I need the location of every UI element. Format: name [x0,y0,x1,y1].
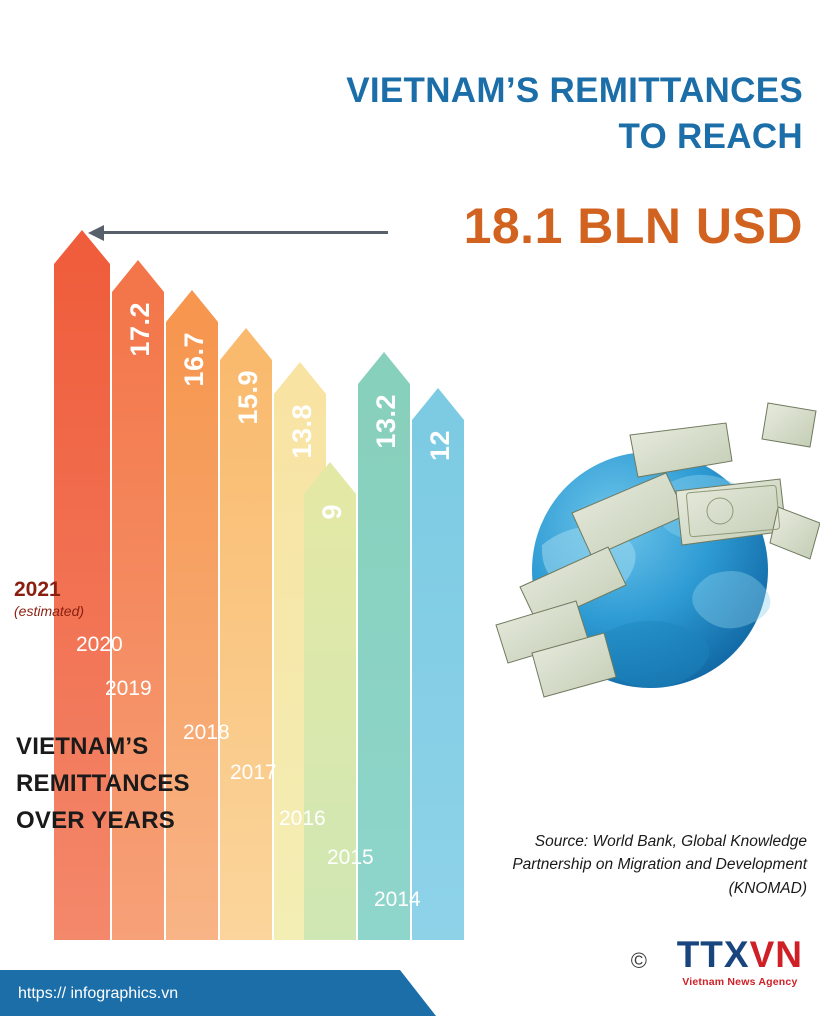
bar-tip [274,362,326,394]
year-label-2020: 2020 [76,633,123,656]
bar-value-2014: 12 [425,430,455,462]
bar-tip [166,290,218,322]
bar-stem [412,420,464,940]
bar-stem [220,360,272,940]
year-label-2018: 2018 [183,721,230,744]
bar-tip [54,230,110,264]
headline-line-1: VIETNAM’S REMITTANCES [346,71,803,110]
year-label-2014: 2014 [374,888,421,911]
bar-tip [358,352,410,384]
bar-stem [112,292,164,940]
chart-caption-line-1: VIETNAM’S [16,733,149,760]
year-label-2019: 2019 [105,677,152,700]
chart-caption-line-2: REMITTANCES [16,770,190,798]
year-label-2017: 2017 [230,761,277,784]
chart-caption-line-3: OVER YEARS [16,807,175,835]
headline-line-2: TO REACH [618,117,803,157]
copyright-icon: © [630,948,647,973]
bar-stem [304,494,356,940]
globe-with-money-illustration [480,395,820,715]
year-note-2021: (estimated) [14,603,85,619]
footer-url[interactable]: https:// infographics.vn [18,985,179,1002]
bar-2019 [166,290,218,940]
year-label-2016: 2016 [279,807,326,830]
logo-mark [677,936,803,973]
year-label-2015: 2015 [327,846,374,869]
bar-value-2017: 13.8 [287,404,317,459]
headline-value: 18.1 BLN USD [463,198,803,254]
logo-subtitle: Vietnam News Agency [682,976,798,988]
bar-2018 [220,328,272,940]
bar-tip [220,328,272,360]
bar-value-2015: 13.2 [371,394,401,449]
logo-text: TTX [676,934,750,975]
bar-value-2020: 17.2 [125,302,155,357]
bar-value-2019: 16.7 [179,332,209,387]
ttxvn-logo [677,936,803,988]
logo-text-accent: VN [749,934,803,975]
source-note: Source: World Bank, Global Knowledge Partnership on Migration and Development (KNOMAD) [512,833,807,897]
bar-2014 [412,388,464,940]
bar-value-2018: 15.9 [233,370,263,425]
bar-value-2016: 9 [317,504,347,520]
bar-tip [304,462,356,494]
bar-tip [112,260,164,292]
bar-stem [166,322,218,940]
year-label-2021: 2021 (estimated) [14,578,85,619]
bar-tip [412,388,464,420]
globe-svg [480,395,820,715]
chart-caption [16,728,190,840]
